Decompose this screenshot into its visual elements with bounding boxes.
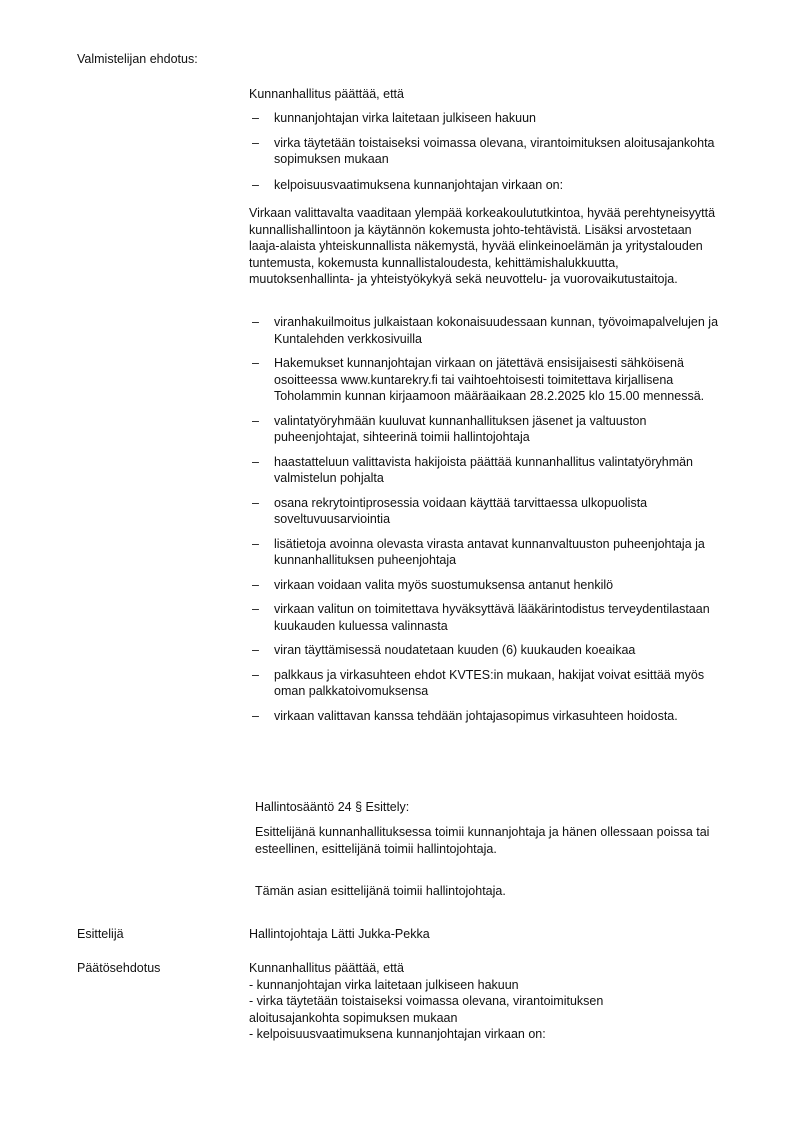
presenter-value: Hallintojohtaja Lätti Jukka-Pekka [249,927,430,941]
list-item: – virka täytetään toistaiseksi voimassa olevana, virantoimituksen aloitusajankohta sopimuksen mukaan [252,135,715,166]
qualification-paragraph: Virkaan valittavalta vaaditaan ylempää korkeakoulututkintoa, hyvää perehtyneisyyttä kunnallishallintoon ja käytännön kokemusta johto-tehtävistä. Lisäksi arvostetaan laaja-alaista yhteiskunnallista näkemystä, hyvää elinkeinoelämän ja yritystalouden tuntemusta, kokemusta kunnallistaloudesta, kehittämishalukkuutta, muutoksenhallinta- ja yhteistyökykyä sekä neuvottelu- ja vuorovaikutustaitoja. [249,206,716,286]
rule-heading: Hallintosääntö 24 § Esittely: [255,800,410,814]
dash-bullet-icon: – [252,111,259,125]
section-heading: Valmistelijan ehdotus: [77,52,198,66]
decision-intro: Kunnanhallitus päättää, että [249,87,404,101]
list-item: – viran täyttämisessä noudatetaan kuuden (6) kuukauden koeaikaa [252,643,636,657]
dash-bullet-icon: – [252,667,259,682]
list-item: – valintatyöryhmään kuuluvat kunnanhallituksen jäsenet ja valtuuston puheenjohtajat, sihteerinä toimii hallintojohtaja [252,413,647,444]
list-item: – palkkaus ja virkasuhteen ehdot KVTES:in mukaan, hakijat voivat esittää myös oman palkkatoivomuksensa [252,667,705,698]
list-item: – haastatteluun valittavista hakijoista päättää kunnanhallitus valintatyöryhmän valmistelun pohjalta [252,454,694,485]
main-bullet-list [249,314,719,724]
list-item: – osana rekrytointiprosessia voidaan käyttää tarvittaessa ulkopuolista soveltuvuusarviointia [252,495,648,526]
proposal-label: Päätösehdotus [77,961,161,975]
proposal-text [249,960,719,1043]
dash-bullet-icon: – [252,577,259,592]
dash-bullet-icon: – [252,177,259,192]
list-item: – Hakemukset kunnanjohtajan virkaan on jätettävä ensisijaisesti sähköisenä osoitteessa www.kuntarekry.fi tai vaihtoehtoisesti toimitettava kirjallisena Toholammin kunnan kirjaamoon määräaikaan 28.2.2025 klo 15.00 mennessä. [252,356,705,403]
dash-bullet-icon: – [252,315,259,329]
list-item: – virkaan valittavan kanssa tehdään johtajasopimus virkasuhteen hoidosta. [252,708,678,723]
proposal-line: - kunnanjohtajan virka laitetaan julkiseen hakuun [249,977,519,992]
dash-bullet-icon: – [252,356,259,370]
dash-bullet-icon: – [252,643,259,657]
list-item: – lisätietoja avoinna olevasta virasta antavat kunnanvaltuuston puheenjohtaja ja kunnanhallituksen puheenjohtaja [252,536,705,567]
proposal-line: Kunnanhallitus päättää, että [249,961,404,975]
list-item: – kelpoisuusvaatimuksena kunnanjohtajan virkaan on: [252,177,564,192]
rule-text: Esittelijänä kunnanhallituksessa toimii kunnanjohtaja ja hänen ollessaan poissa tai esteellinen, esittelijänä toimii hallintojohtaja. [255,825,710,856]
dash-bullet-icon: – [252,454,259,469]
presenter-note: Tämän asian esittelijänä toimii hallintojohtaja. [255,884,506,898]
dash-bullet-icon: – [252,413,259,428]
list-item: – virkaan valitun on toimitettava hyväksyttävä lääkärintodistus terveydentilastaan kuukauden kuluessa valinnasta [252,602,710,633]
dash-bullet-icon: – [252,495,259,510]
dash-bullet-icon: – [252,602,259,616]
dash-bullet-icon: – [252,536,259,551]
top-bullet-list [249,110,719,193]
dash-bullet-icon: – [252,135,259,150]
proposal-line: aloitusajankohta sopimuksen mukaan [249,1010,458,1025]
list-item: – virkaan voidaan valita myös suostumuksensa antanut henkilö [252,577,614,592]
proposal-line: - kelpoisuusvaatimuksena kunnanjohtajan virkaan on: [249,1027,546,1041]
list-item: – kunnanjohtajan virka laitetaan julkiseen hakuun [252,111,536,125]
list-item: – viranhakuilmoitus julkaistaan kokonaisuudessaan kunnan, työvoimapalvelujen ja Kuntalehden verkkosivuilla [252,315,719,346]
presenter-label: Esittelijä [77,927,124,941]
proposal-line: - virka täytetään toistaiseksi voimassa olevana, virantoimituksen [249,994,604,1008]
dash-bullet-icon: – [252,708,259,723]
